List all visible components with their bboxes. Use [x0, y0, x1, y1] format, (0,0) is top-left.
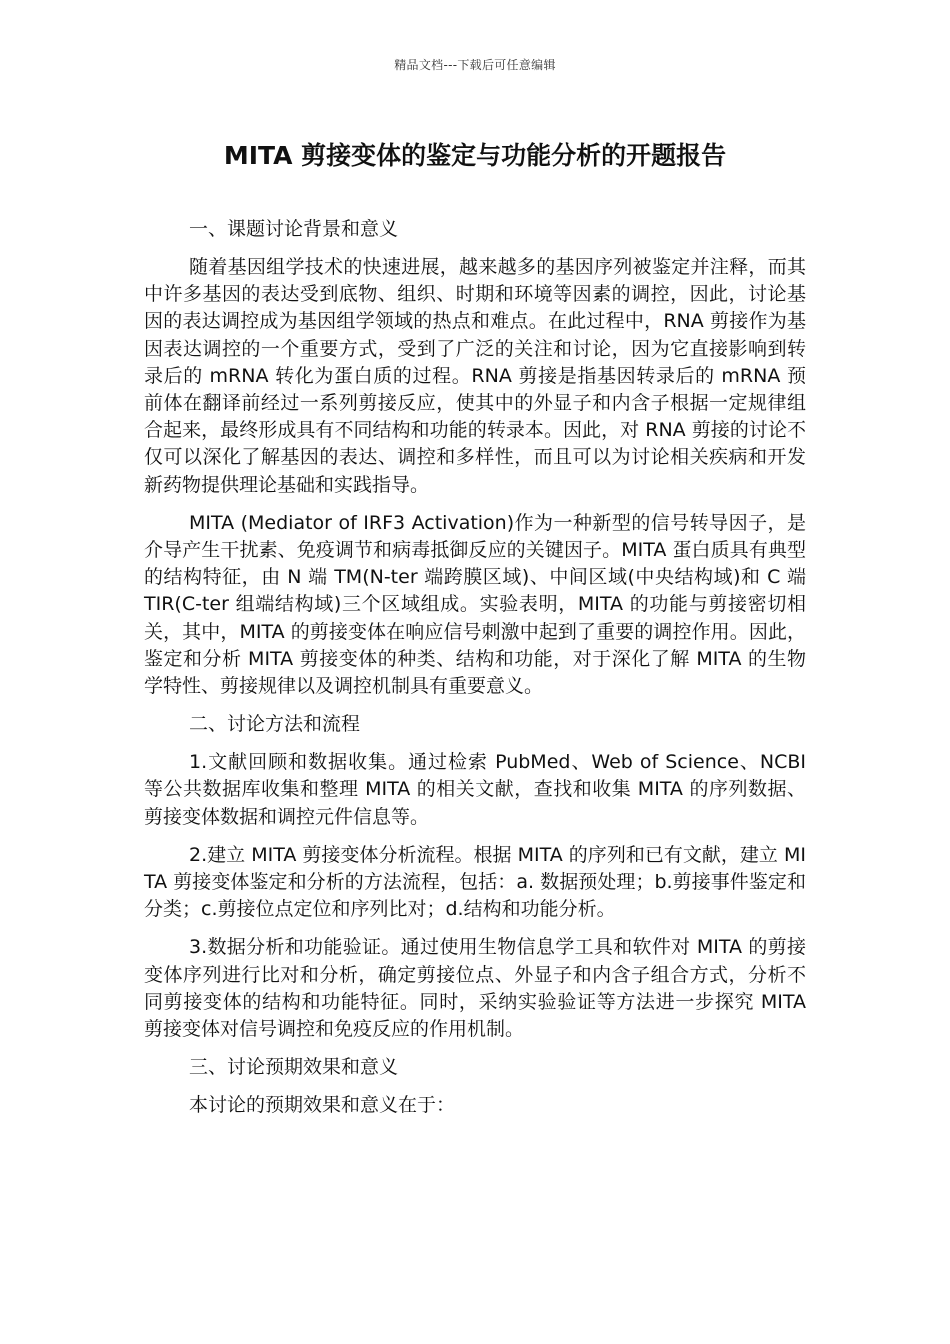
paragraph: 1.文献回顾和数据收集。通过检索 PubMed、Web of Science、NCBI 等公共数据库收集和整理 MITA 的相关文献，查找和收集 MITA 的序列数据、剪接变体数据和调控元件信息等。 [144, 751, 806, 828]
paragraph: MITA (Mediator of IRF3 Activation)作为一种新型的信号转导因子，是介导产生干扰素、免疫调节和病毒抵御反应的关键因子。MITA 蛋白质具有典型的结构特征，由 N 端 TM(N-ter 端跨膜区域)、中间区域(中央结构域)和 C 端 TIR(C-ter 组端结构域)三个区域组成。实验表明，MITA 的功能与剪接密切相关，其中，MITA 的剪接变体在响应信号刺激中起到了重要的调控作用。因此，鉴定和分析 MITA 剪接变体的种类、结构和功能，对于深化了解 MITA 的生物学特性、剪接规律以及调控机制具有重要意义。 [144, 511, 806, 698]
section-expected-results [144, 1054, 806, 1119]
section-background [144, 216, 806, 700]
section-heading: 一、课题讨论背景和意义 [189, 218, 399, 240]
section-methods [144, 711, 806, 1043]
section-heading: 二、讨论方法和流程 [189, 713, 361, 736]
document-body [144, 216, 806, 1130]
document-title: MITA 剪接变体的鉴定与功能分析的开题报告 [223, 141, 727, 170]
paragraph: 随着基因组学技术的快速进展，越来越多的基因序列被鉴定并注释，而其中许多基因的表达受到底物、组织、时期和环境等因素的调控，因此，讨论基因的表达调控成为基因组学领域的热点和难点。在此过程中，RNA 剪接作为基因表达调控的一个重要方式，受到了广泛的关注和讨论，因为它直接影响到转录后的 mRNA 转化为蛋白质的过程。RNA 剪接是指基因转录后的 mRNA 预前体在翻译前经过一系列剪接反应，使其中的外显子和内含子根据一定规律组合起来，最终形成具有不同结构和功能的转录本。因此，对 RNA 剪接的讨论不仅可以深化了解基因的表达、调控和多样性，而且可以为讨论相关疾病和开发新药物提供理论基础和实践指导。 [144, 256, 806, 496]
page-header-note: 精品文档---下载后可任意编辑 [394, 58, 556, 72]
section-heading: 三、讨论预期效果和意义 [189, 1056, 399, 1079]
paragraph: 本讨论的预期效果和意义在于： [189, 1094, 456, 1117]
paragraph: 2.建立 MITA 剪接变体分析流程。根据 MITA 的序列和已有文献，建立 MITA 剪接变体鉴定和分析的方法流程，包括：a. 数据预处理；b.剪接事件鉴定和分类；c.剪接位点定位和序列比对；d.结构和功能分析。 [144, 843, 806, 921]
paragraph: 3.数据分析和功能验证。通过使用生物信息学工具和软件对 MITA 的剪接变体序列进行比对和分析，确定剪接位点、外显子和内含子组合方式，分析不同剪接变体的结构和功能特征。同时，采纳实验验证等方法进一步探究 MITA 剪接变体对信号调控和免疫反应的作用机制。 [144, 936, 806, 1041]
